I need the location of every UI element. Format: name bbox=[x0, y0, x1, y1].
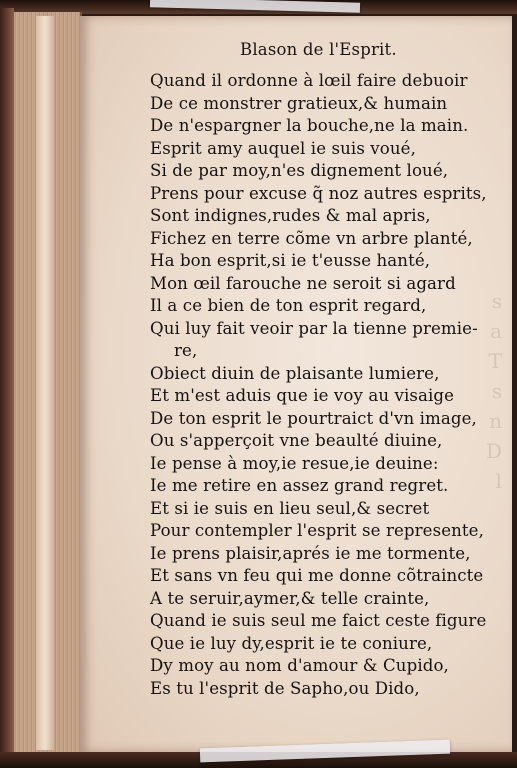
poem-line: Pour contempler l'esprit se represente, bbox=[150, 521, 484, 540]
poem-line: De n'espargner la bouche,ne la main. bbox=[150, 116, 469, 135]
poem-line: Obiect diuin de plaisante lumiere, bbox=[150, 363, 440, 383]
poem-line: Sont indignes,rudes & mal apris, bbox=[150, 206, 431, 225]
poem-line: Esprit amy auquel ie suis voué, bbox=[150, 138, 416, 158]
running-head: Blason de l'Esprit. bbox=[240, 40, 397, 59]
poem-line: De ce monstrer gratieux,& humain bbox=[150, 93, 448, 113]
poem-line: A te seruir,aymer,& telle crainte, bbox=[150, 588, 430, 608]
poem-line: Mon œil farouche ne seroit si agard bbox=[150, 273, 456, 293]
poem-line: Il a ce bien de ton esprit regard, bbox=[150, 296, 427, 315]
poem-line: Es tu l'esprit de Sapho,ou Dido, bbox=[150, 678, 420, 698]
page-edges bbox=[14, 12, 82, 754]
poem-line: Ha bon esprit,si ie t'eusse hanté, bbox=[150, 251, 431, 270]
poem-line: Ie pense à moy,ie resue,ie deuine: bbox=[150, 453, 439, 473]
poem-line: Prens pour excuse q̃ noz autres esprits, bbox=[150, 183, 487, 203]
poem-line: Ie prens plaisir,aprés ie me tormente, bbox=[150, 543, 471, 563]
poem-text bbox=[150, 70, 490, 700]
book-cover-left bbox=[0, 8, 14, 752]
poem-line: Ie me retire en assez grand regret. bbox=[150, 476, 449, 495]
poem-line: Et m'est aduis que ie voy au visaige bbox=[150, 386, 455, 405]
poem-line: Quand il ordonne à lœil faire debuoir bbox=[150, 71, 468, 90]
poem-line: Et sans vn feu qui me donne cõtraincte bbox=[150, 566, 484, 585]
show-through-text: s a T s n D l bbox=[485, 289, 502, 493]
poem-line: Fichez en terre cõme vn arbre planté, bbox=[150, 228, 473, 248]
poem-line: Et si ie suis en lieu seul,& secret bbox=[150, 498, 430, 518]
poem-line: Si de par moy,n'es dignement loué, bbox=[150, 161, 449, 180]
poem-line: Que ie luy dy,esprit ie te coniure, bbox=[150, 633, 433, 653]
poem-line: Dy moy au nom d'amour & Cupido, bbox=[150, 656, 449, 675]
poem-line: re, bbox=[174, 341, 198, 360]
poem-line: Ou s'apperçoit vne beaulté diuine, bbox=[150, 431, 443, 450]
poem-line: Qui luy fait veoir par la tienne premie- bbox=[150, 318, 478, 338]
poem-line: De ton esprit le pourtraict d'vn image, bbox=[150, 408, 477, 428]
poem-line: Quand ie suis seul me faict ceste figure bbox=[150, 611, 487, 630]
